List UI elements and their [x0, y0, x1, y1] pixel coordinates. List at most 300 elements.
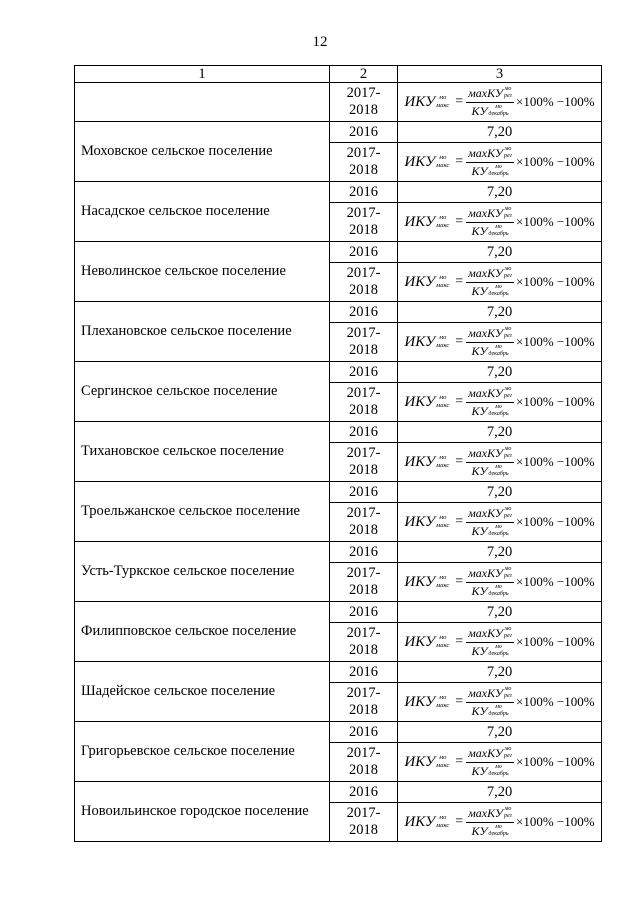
formula-lhs: ИКУ [404, 273, 436, 290]
formula-den-text: КУ [471, 283, 488, 298]
formula-denominator [472, 163, 509, 179]
formula-fraction [466, 266, 514, 299]
formula-lhs-sup: мо [438, 574, 447, 581]
formula-lhs-sup: мо [438, 274, 447, 281]
formula-num-text: махКУ [468, 445, 503, 460]
table-row [75, 602, 602, 623]
value-2016-cell: 7,20 [398, 422, 602, 443]
year-2017-2018-cell [330, 743, 398, 782]
formula-lhs-sup: мо [438, 634, 447, 641]
formula-num-text: махКУ [468, 505, 503, 520]
formula-numerator [466, 446, 514, 463]
formula-equals: = [455, 274, 464, 289]
table-row [75, 662, 602, 683]
value-2016-cell: 7,20 [398, 602, 602, 623]
formula-den-sub: декабрь [488, 650, 509, 657]
formula-tail: ×100% −100% [516, 574, 595, 589]
continuation-name-cell [75, 83, 330, 122]
formula-num-indices [504, 86, 512, 100]
year-2017-2018-cell [330, 563, 398, 602]
formula-num-sub: рег [503, 152, 512, 159]
formula-tail: ×100% −100% [516, 274, 595, 289]
formula-den-indices [488, 524, 508, 538]
formula-num-sub: рег [503, 752, 512, 759]
formula-den-text: КУ [471, 523, 488, 538]
year-2017-2018-cell [330, 443, 398, 482]
year-2017-2018-cell [330, 623, 398, 662]
formula-den-text: КУ [471, 163, 488, 178]
formula-fraction [466, 86, 514, 119]
formula-den-indices [488, 344, 508, 358]
table-row [75, 182, 602, 203]
formula-num-sup: мо [504, 565, 512, 572]
formula-lhs-indices [436, 94, 449, 110]
table-body [75, 66, 602, 842]
year-2017-2018-cell [330, 683, 398, 722]
year-2017-part: 2017- [346, 85, 381, 101]
value-2016-cell: 7,20 [398, 122, 602, 143]
formula-lhs-sub: макс [436, 342, 450, 349]
formula-den-sub: декабрь [488, 170, 509, 177]
formula-denominator [472, 283, 509, 299]
formula-lhs-sub: макс [436, 462, 450, 469]
formula-den-sup: мо [495, 463, 502, 470]
formula-num-sup: мо [504, 145, 512, 152]
column-header-1: 1 [75, 66, 330, 83]
formula-num-sup: мо [504, 205, 512, 212]
formula-lhs-sub: макс [436, 582, 450, 589]
formula-num-text: махКУ [468, 205, 503, 220]
year-2016-cell: 2016 [330, 542, 398, 563]
formula-den-text: КУ [471, 463, 488, 478]
year-2017-part: 2017- [346, 685, 381, 701]
formula-den-text: КУ [471, 823, 488, 838]
formula-equals: = [455, 214, 464, 229]
year-2018-part: 2018 [349, 162, 378, 178]
formula-lhs-sub: макс [436, 762, 450, 769]
formula-den-sup: мо [495, 103, 502, 110]
formula-den-indices [488, 644, 508, 658]
formula-num-text: махКУ [468, 85, 503, 100]
formula-numerator [466, 806, 514, 823]
formula-lhs-sub: макс [436, 282, 450, 289]
formula [404, 326, 594, 359]
formula-lhs: ИКУ [404, 93, 436, 110]
formula-lhs-sup: мо [438, 454, 447, 461]
formula-lhs-indices [436, 334, 449, 350]
formula-num-sub: рег [503, 212, 512, 219]
formula-lhs: ИКУ [404, 813, 436, 830]
formula [404, 506, 594, 539]
formula-cell [398, 623, 602, 662]
formula-den-sup: мо [495, 523, 502, 530]
formula-equals: = [455, 574, 464, 589]
formula-num-sup: мо [504, 445, 512, 452]
formula-num-text: махКУ [468, 385, 503, 400]
formula-lhs: ИКУ [404, 753, 436, 770]
formula-den-indices [488, 584, 508, 598]
formula-denominator [472, 763, 509, 779]
formula-den-indices [488, 104, 508, 118]
table-row [75, 362, 602, 383]
year-2016-cell: 2016 [330, 422, 398, 443]
year-2016-cell: 2016 [330, 662, 398, 683]
formula-lhs: ИКУ [404, 153, 436, 170]
continuation-year-cell [330, 83, 398, 122]
year-2016-cell: 2016 [330, 362, 398, 383]
formula [404, 746, 594, 779]
formula-num-text: махКУ [468, 145, 503, 160]
formula-num-sub: рег [503, 452, 512, 459]
formula-den-sup: мо [495, 703, 502, 710]
formula-den-sup: мо [495, 163, 502, 170]
year-2016-cell: 2016 [330, 602, 398, 623]
formula-lhs-sup: мо [438, 754, 447, 761]
year-2017-2018-cell [330, 503, 398, 542]
settlement-name: Тихановское сельское поселение [75, 422, 330, 482]
year-2018-part: 2018 [349, 462, 378, 478]
formula [404, 206, 594, 239]
formula-num-sub: рег [503, 512, 512, 519]
year-2018-part: 2018 [349, 222, 378, 238]
year-2017-2018-cell [330, 803, 398, 842]
formula-den-indices [488, 224, 508, 238]
formula-num-sup: мо [504, 265, 512, 272]
formula [404, 266, 594, 299]
formula-den-sub: декабрь [488, 230, 509, 237]
formula-cell [398, 143, 602, 182]
column-header-3: 3 [398, 66, 602, 83]
formula-tail: ×100% −100% [516, 154, 595, 169]
year-2017-2018-cell [330, 383, 398, 422]
formula [404, 86, 594, 119]
formula-equals: = [455, 334, 464, 349]
formula-numerator [466, 566, 514, 583]
value-2016-cell: 7,20 [398, 242, 602, 263]
formula-den-text: КУ [471, 703, 488, 718]
formula-den-indices [488, 824, 508, 838]
formula-cell [398, 383, 602, 422]
formula-equals: = [455, 634, 464, 649]
formula-tail: ×100% −100% [516, 334, 595, 349]
formula-den-sup: мо [495, 763, 502, 770]
formula-num-indices [504, 806, 512, 820]
year-2018-part: 2018 [349, 102, 378, 118]
formula-cell [398, 503, 602, 542]
formula-num-sup: мо [504, 805, 512, 812]
formula-lhs-indices [436, 214, 449, 230]
formula-lhs-indices [436, 514, 449, 530]
continuation-row [75, 83, 602, 122]
formula-num-indices [504, 446, 512, 460]
settlement-name: Плехановское сельское поселение [75, 302, 330, 362]
formula-den-sub: декабрь [488, 590, 509, 597]
formula-fraction [466, 146, 514, 179]
formula-den-sub: декабрь [488, 830, 509, 837]
formula-den-sub: декабрь [488, 530, 509, 537]
formula-num-sub: рег [503, 332, 512, 339]
value-2016-cell: 7,20 [398, 542, 602, 563]
year-2016-cell: 2016 [330, 482, 398, 503]
table-row [75, 122, 602, 143]
formula-den-text: КУ [471, 643, 488, 658]
formula-lhs-sub: макс [436, 162, 450, 169]
formula-equals: = [455, 694, 464, 709]
formula-cell [398, 803, 602, 842]
year-2017-2018-cell [330, 263, 398, 302]
year-2017-part: 2017- [346, 205, 381, 221]
year-2017-part: 2017- [346, 385, 381, 401]
formula-num-sub: рег [503, 272, 512, 279]
formula-den-sub: декабрь [488, 410, 509, 417]
formula-num-indices [504, 506, 512, 520]
formula-lhs: ИКУ [404, 633, 436, 650]
settlement-name: Троельжанское сельское поселение [75, 482, 330, 542]
year-2016-cell: 2016 [330, 122, 398, 143]
formula-den-text: КУ [471, 103, 488, 118]
formula-lhs-sup: мо [438, 334, 447, 341]
formula-num-sup: мо [504, 325, 512, 332]
year-2016-cell: 2016 [330, 782, 398, 803]
formula-num-indices [504, 566, 512, 580]
year-2017-part: 2017- [346, 265, 381, 281]
year-2017-part: 2017- [346, 565, 381, 581]
formula-num-indices [504, 626, 512, 640]
formula-lhs-indices [436, 574, 449, 590]
year-2018-part: 2018 [349, 762, 378, 778]
table-row [75, 302, 602, 323]
formula-lhs: ИКУ [404, 693, 436, 710]
formula-denominator [472, 823, 509, 839]
column-header-2: 2 [330, 66, 398, 83]
formula-num-sup: мо [504, 385, 512, 392]
year-2016-cell: 2016 [330, 242, 398, 263]
formula-lhs-sup: мо [438, 394, 447, 401]
formula-lhs: ИКУ [404, 213, 436, 230]
value-2016-cell: 7,20 [398, 362, 602, 383]
formula-fraction [466, 806, 514, 839]
formula-lhs-sub: макс [436, 222, 450, 229]
formula-numerator [466, 506, 514, 523]
formula-num-sub: рег [503, 632, 512, 639]
formula-cell [398, 263, 602, 302]
formula-num-indices [504, 686, 512, 700]
formula [404, 386, 594, 419]
settlement-name: Сергинское сельское поселение [75, 362, 330, 422]
formula-tail: ×100% −100% [516, 634, 595, 649]
formula-numerator [466, 266, 514, 283]
formula-den-text: КУ [471, 403, 488, 418]
formula-num-indices [504, 746, 512, 760]
formula-denominator [472, 523, 509, 539]
value-2016-cell: 7,20 [398, 722, 602, 743]
year-2017-2018-cell [330, 143, 398, 182]
formula-lhs-indices [436, 694, 449, 710]
formula-den-text: КУ [471, 223, 488, 238]
formula-den-sup: мо [495, 343, 502, 350]
formula-fraction [466, 626, 514, 659]
formula-den-sup: мо [495, 283, 502, 290]
formula-den-indices [488, 284, 508, 298]
formula-num-sup: мо [504, 505, 512, 512]
formula-lhs-indices [436, 814, 449, 830]
formula-num-text: махКУ [468, 265, 503, 280]
formula-equals: = [455, 754, 464, 769]
settlements-table [74, 65, 602, 842]
formula-lhs: ИКУ [404, 333, 436, 350]
formula [404, 446, 594, 479]
value-2016-cell: 7,20 [398, 662, 602, 683]
formula-cell [398, 563, 602, 602]
formula-numerator [466, 746, 514, 763]
formula-den-text: КУ [471, 763, 488, 778]
year-2018-part: 2018 [349, 282, 378, 298]
table-header-row [75, 66, 602, 83]
formula-den-sub: декабрь [488, 710, 509, 717]
formula-num-text: махКУ [468, 745, 503, 760]
value-2016-cell: 7,20 [398, 782, 602, 803]
formula-fraction [466, 206, 514, 239]
formula [404, 146, 594, 179]
settlement-name: Филипповское сельское поселение [75, 602, 330, 662]
formula-lhs-sup: мо [438, 154, 447, 161]
formula-denominator [472, 103, 509, 119]
formula-numerator [466, 686, 514, 703]
formula-fraction [466, 746, 514, 779]
formula-lhs-sub: макс [436, 522, 450, 529]
formula-equals: = [455, 394, 464, 409]
settlement-name: Моховское сельское поселение [75, 122, 330, 182]
formula-den-sub: декабрь [488, 350, 509, 357]
formula-denominator [472, 463, 509, 479]
formula-den-indices [488, 704, 508, 718]
formula-den-sup: мо [495, 643, 502, 650]
formula-cell [398, 83, 602, 122]
formula-fraction [466, 386, 514, 419]
year-2017-2018-cell [330, 323, 398, 362]
formula-den-indices [488, 464, 508, 478]
formula-fraction [466, 446, 514, 479]
formula-cell [398, 323, 602, 362]
formula-equals: = [455, 514, 464, 529]
formula-den-sup: мо [495, 223, 502, 230]
formula-den-text: КУ [471, 343, 488, 358]
formula-lhs-indices [436, 634, 449, 650]
formula-tail: ×100% −100% [516, 514, 595, 529]
formula-equals: = [455, 94, 464, 109]
formula-den-sup: мо [495, 823, 502, 830]
settlement-name: Григорьевское сельское поселение [75, 722, 330, 782]
formula-tail: ×100% −100% [516, 754, 595, 769]
formula-cell [398, 683, 602, 722]
year-2018-part: 2018 [349, 822, 378, 838]
formula-lhs-sub: макс [436, 642, 450, 649]
formula-num-text: махКУ [468, 565, 503, 580]
formula-den-indices [488, 404, 508, 418]
formula-numerator [466, 206, 514, 223]
formula-numerator [466, 86, 514, 103]
formula-equals: = [455, 154, 464, 169]
formula-num-indices [504, 206, 512, 220]
formula-num-text: махКУ [468, 805, 503, 820]
formula-den-sub: декабрь [488, 290, 509, 297]
formula-num-indices [504, 326, 512, 340]
formula-lhs-indices [436, 154, 449, 170]
formula-lhs: ИКУ [404, 453, 436, 470]
year-2017-part: 2017- [346, 805, 381, 821]
formula-fraction [466, 506, 514, 539]
formula-denominator [472, 403, 509, 419]
settlement-name: Насадское сельское поселение [75, 182, 330, 242]
formula-lhs-indices [436, 754, 449, 770]
value-2016-cell: 7,20 [398, 182, 602, 203]
page-number: 12 [312, 34, 328, 50]
year-2018-part: 2018 [349, 582, 378, 598]
year-2016-cell: 2016 [330, 302, 398, 323]
settlement-name: Неволинское сельское поселение [75, 242, 330, 302]
formula-den-sub: декабрь [488, 470, 509, 477]
year-2018-part: 2018 [349, 702, 378, 718]
formula-den-sup: мо [495, 583, 502, 590]
formula-fraction [466, 566, 514, 599]
formula-lhs: ИКУ [404, 513, 436, 530]
table-row [75, 782, 602, 803]
formula-num-indices [504, 146, 512, 160]
formula-lhs-indices [436, 454, 449, 470]
formula-numerator [466, 326, 514, 343]
formula-lhs-sub: макс [436, 102, 450, 109]
formula [404, 806, 594, 839]
year-2017-part: 2017- [346, 325, 381, 341]
formula-tail: ×100% −100% [516, 814, 595, 829]
formula-den-sup: мо [495, 403, 502, 410]
formula-equals: = [455, 454, 464, 469]
formula-lhs-sub: макс [436, 402, 450, 409]
formula-den-sub: декабрь [488, 110, 509, 117]
year-2016-cell: 2016 [330, 182, 398, 203]
formula-num-sub: рег [503, 92, 512, 99]
formula-num-text: махКУ [468, 685, 503, 700]
year-2018-part: 2018 [349, 642, 378, 658]
year-2018-part: 2018 [349, 342, 378, 358]
formula-num-sub: рег [503, 572, 512, 579]
formula-denominator [472, 643, 509, 659]
settlement-name: Шадейское сельское поселение [75, 662, 330, 722]
formula-lhs-sup: мо [438, 214, 447, 221]
year-2017-part: 2017- [346, 445, 381, 461]
formula-lhs-sub: макс [436, 702, 450, 709]
formula-tail: ×100% −100% [516, 394, 595, 409]
value-2016-cell: 7,20 [398, 482, 602, 503]
formula-den-text: КУ [471, 583, 488, 598]
formula-lhs-sup: мо [438, 814, 447, 821]
formula-tail: ×100% −100% [516, 214, 595, 229]
formula-lhs-sup: мо [438, 94, 447, 101]
formula-num-sup: мо [504, 685, 512, 692]
formula-num-sup: мо [504, 745, 512, 752]
formula-num-indices [504, 266, 512, 280]
year-2017-2018-cell [330, 203, 398, 242]
formula-tail: ×100% −100% [516, 694, 595, 709]
formula-lhs-indices [436, 274, 449, 290]
year-2018-part: 2018 [349, 522, 378, 538]
table-row [75, 242, 602, 263]
formula-num-sub: рег [503, 692, 512, 699]
formula-den-sub: декабрь [488, 770, 509, 777]
formula-lhs: ИКУ [404, 573, 436, 590]
formula-cell [398, 203, 602, 242]
settlement-name: Усть-Туркское сельское поселение [75, 542, 330, 602]
